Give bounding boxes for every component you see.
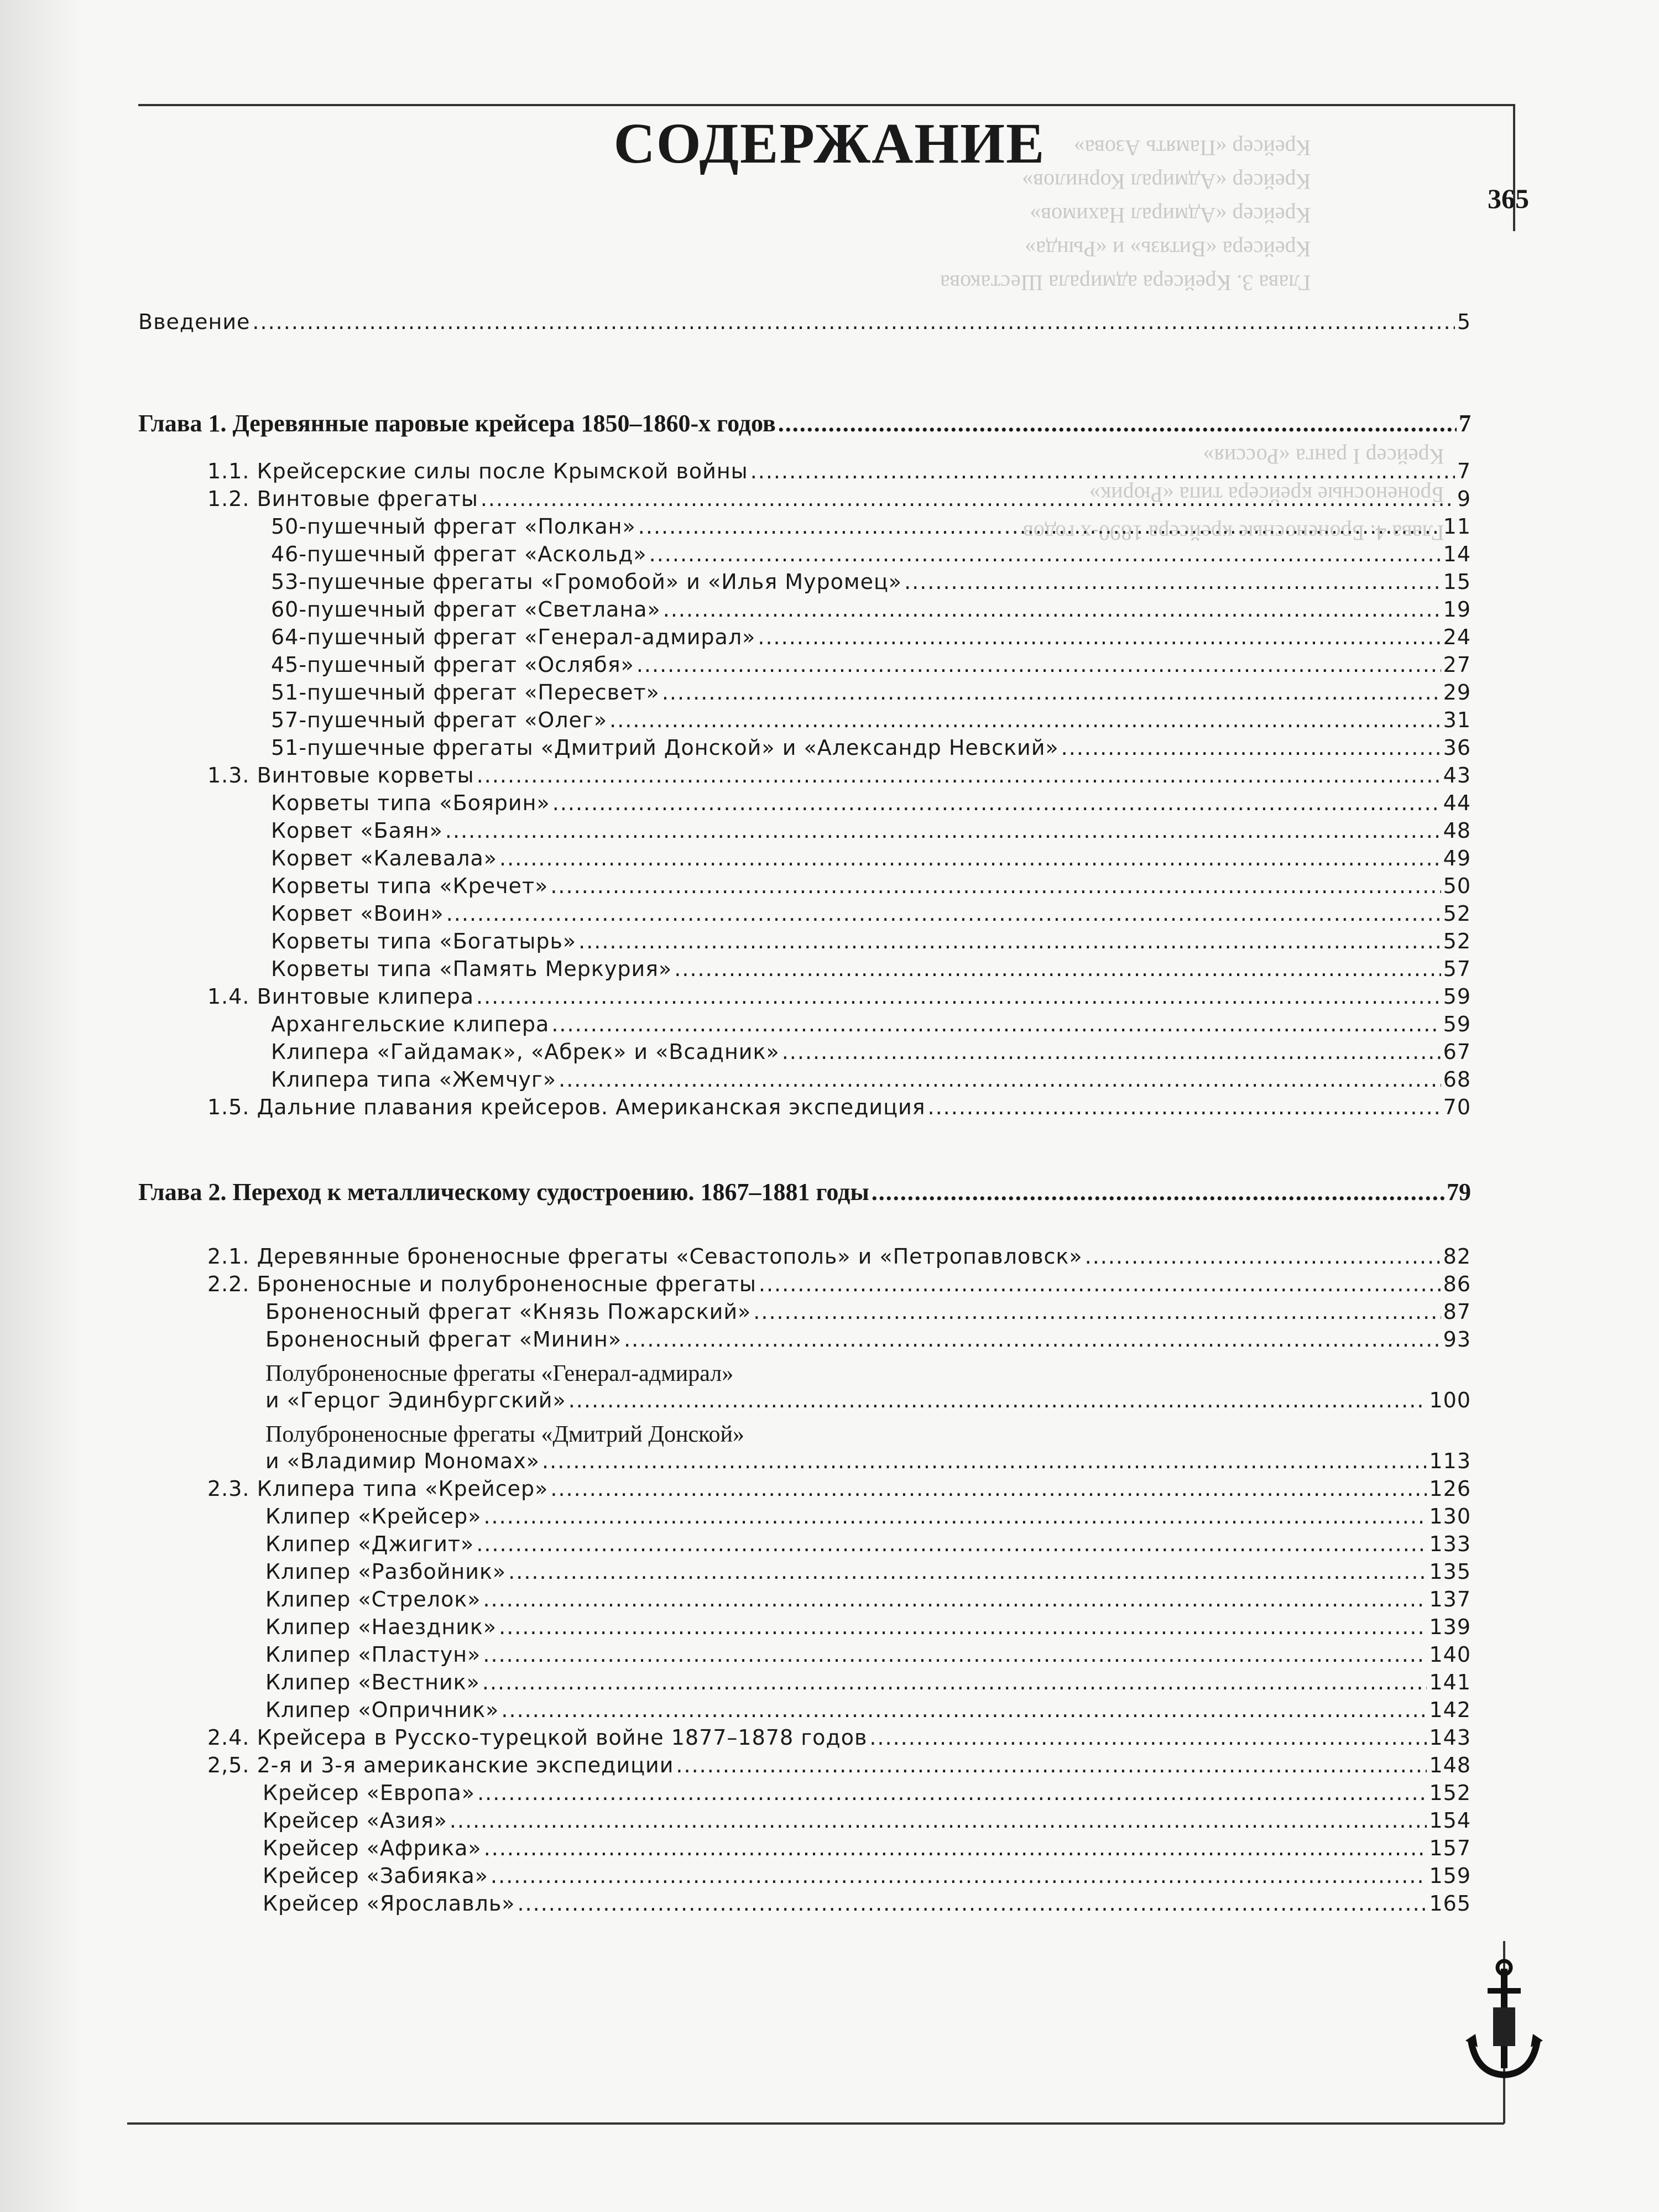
toc-entry-title: Корвет «Баян» xyxy=(271,818,443,843)
bleed-line: Глава 3. Крейсера адмирала Шестакова xyxy=(940,270,1311,295)
toc-entry-title: 51-пушечные фрегаты «Дмитрий Донской» и «Александр Невский» xyxy=(271,735,1059,760)
toc-entry-page: 130 xyxy=(1429,1504,1471,1528)
toc-entry xyxy=(265,1300,1471,1324)
toc-leader-dots xyxy=(550,1477,1427,1501)
toc-entry-page: 68 xyxy=(1443,1067,1471,1092)
toc-entry xyxy=(265,1504,1471,1528)
toc-entry xyxy=(207,1725,1471,1750)
bleed-line: Крейсера «Витязь» и «Рында» xyxy=(1025,237,1311,262)
page-number: 365 xyxy=(1488,183,1529,214)
toc-entry-title: 1.4. Винтовые клипера xyxy=(207,984,474,1009)
toc-entry-page: 14 xyxy=(1443,542,1471,566)
toc-entry-title: 2,5. 2-я и 3-я американские экспедиции xyxy=(207,1753,674,1777)
toc-entry-title: Полуброненосные фрегаты «Генерал-адмирал» xyxy=(265,1361,734,1386)
toc-entry xyxy=(271,514,1471,539)
toc-entry-title: Броненосный фрегат «Минин» xyxy=(265,1327,622,1352)
toc-leader-dots xyxy=(753,1300,1441,1324)
toc-entry xyxy=(207,984,1471,1009)
toc-entry-title: Глава 2. Переход к металлическому судостроению. 1867–1881 годы xyxy=(138,1178,869,1206)
toc-entry-page: 59 xyxy=(1443,1012,1471,1036)
toc-entry-title: Корвет «Воин» xyxy=(271,901,444,926)
toc-entry-title: 57-пушечный фрегат «Олег» xyxy=(271,708,608,732)
toc-leader-dots xyxy=(476,1532,1427,1556)
toc-leader-dots xyxy=(477,763,1441,787)
toc-leader-dots xyxy=(450,1808,1427,1833)
toc-entry-title: Корветы типа «Память Меркурия» xyxy=(271,957,672,981)
toc-entry xyxy=(207,1753,1471,1777)
toc-entry xyxy=(263,1891,1471,1916)
page-gutter-shadow xyxy=(0,0,83,2212)
toc-leader-dots xyxy=(508,1559,1427,1584)
toc-entry xyxy=(265,1642,1471,1667)
toc-entry-title: Клипер «Джигит» xyxy=(265,1532,474,1556)
toc-entry xyxy=(265,1532,1471,1556)
toc-leader-dots xyxy=(483,1504,1427,1528)
toc-leader-dots xyxy=(750,459,1455,483)
toc-leader-dots xyxy=(446,901,1441,926)
toc-entry-title: Клипер «Наездник» xyxy=(265,1615,497,1639)
toc-entry-page: 11 xyxy=(1443,514,1471,539)
toc-entry xyxy=(138,310,1471,334)
toc-leader-dots xyxy=(676,1753,1427,1777)
toc-leader-dots xyxy=(578,929,1441,953)
toc-leader-dots xyxy=(559,1067,1441,1092)
toc-entry-page: 5 xyxy=(1457,310,1471,334)
toc-leader-dots xyxy=(482,1670,1427,1694)
toc-leader-dots xyxy=(778,409,1457,437)
toc-entry-title: 53-пушечные фрегаты «Громобой» и «Илья Муромец» xyxy=(271,570,902,594)
toc-leader-dots xyxy=(663,597,1441,622)
toc-entry-title: 51-пушечный фрегат «Пересвет» xyxy=(271,680,660,705)
toc-entry-page: 126 xyxy=(1429,1477,1471,1501)
toc-entry-title: 64-пушечный фрегат «Генерал-адмирал» xyxy=(271,625,756,649)
toc-entry-title: Крейсер «Азия» xyxy=(263,1808,447,1833)
toc-entry xyxy=(207,1244,1471,1269)
toc-entry xyxy=(271,957,1471,981)
toc-entry-page: 44 xyxy=(1443,791,1471,815)
toc-entry-title: Клипера типа «Жемчуг» xyxy=(271,1067,557,1092)
toc-leader-dots xyxy=(1085,1244,1441,1269)
toc-entry-page: 148 xyxy=(1429,1753,1471,1777)
toc-entry-page: 93 xyxy=(1443,1327,1471,1352)
toc-leader-dots xyxy=(649,542,1441,566)
toc-leader-dots xyxy=(252,310,1454,334)
toc-entry xyxy=(271,1067,1471,1092)
toc-leader-dots xyxy=(758,625,1441,649)
toc-leader-dots xyxy=(904,570,1441,594)
toc-entry xyxy=(271,846,1471,870)
toc-entry-page: 79 xyxy=(1447,1178,1471,1206)
toc-entry-page: 165 xyxy=(1429,1891,1471,1916)
toc-entry xyxy=(271,929,1471,953)
toc-entry xyxy=(207,1477,1471,1501)
toc-entry-page: 59 xyxy=(1443,984,1471,1009)
toc-entry-title: Клипер «Крейсер» xyxy=(265,1504,482,1528)
toc-leader-dots xyxy=(517,1891,1427,1916)
bleed-line: Крейсер I ранга «Россия» xyxy=(1203,444,1444,469)
toc-entry-title: Корвет «Калевала» xyxy=(271,846,498,870)
toc-entry xyxy=(271,791,1471,815)
toc-entry xyxy=(271,874,1471,898)
toc-leader-dots xyxy=(1061,735,1441,760)
toc-chapter-entry xyxy=(138,409,1471,437)
toc-entry-title: 2.3. Клипера типа «Крейсер» xyxy=(207,1477,549,1501)
toc-entry-title: и «Владимир Мономах» xyxy=(265,1449,540,1473)
toc-entry-page: 86 xyxy=(1443,1272,1471,1296)
toc-entry-page: 70 xyxy=(1443,1095,1471,1119)
toc-entry-title: 2.4. Крейсера в Русско-турецкой войне 1877–1878 годов xyxy=(207,1725,868,1750)
toc-entry-title: Клипер «Вестник» xyxy=(265,1670,480,1694)
toc-entry-page: 152 xyxy=(1429,1781,1471,1805)
toc-entry-page: 9 xyxy=(1457,487,1471,511)
toc-entry xyxy=(271,818,1471,843)
toc-entry-page: 19 xyxy=(1443,597,1471,622)
toc-entry-page: 159 xyxy=(1429,1864,1471,1888)
page-title: СОДЕРЖАНИЕ xyxy=(613,112,1046,175)
toc-entry xyxy=(265,1327,1471,1352)
toc-entry xyxy=(265,1449,1471,1473)
toc-entry-page: 7 xyxy=(1459,410,1471,437)
toc-leader-dots xyxy=(759,1272,1441,1296)
toc-entry xyxy=(265,1670,1471,1694)
toc-entry-page: 82 xyxy=(1443,1244,1471,1269)
toc-entry xyxy=(263,1808,1471,1833)
toc-leader-dots xyxy=(674,957,1441,981)
toc-entry xyxy=(265,1559,1471,1584)
toc-entry-page: 48 xyxy=(1443,818,1471,843)
toc-entry xyxy=(265,1360,1471,1387)
toc-leader-dots xyxy=(484,1836,1427,1860)
toc-entry xyxy=(271,653,1471,677)
toc-entry xyxy=(271,708,1471,732)
toc-entry-page: 57 xyxy=(1443,957,1471,981)
toc-entry-page: 135 xyxy=(1429,1559,1471,1584)
toc-entry-title: 2.2. Броненосные и полуброненосные фрегаты xyxy=(207,1272,757,1296)
bleed-line: Крейсер «Память Азова» xyxy=(1073,135,1311,160)
toc-entry xyxy=(271,680,1471,705)
toc-leader-dots xyxy=(782,1040,1441,1064)
toc-leader-dots xyxy=(445,818,1441,843)
toc-entry-page: 43 xyxy=(1443,763,1471,787)
toc-entry xyxy=(207,763,1471,787)
toc-entry-title: Архангельские клипера xyxy=(271,1012,550,1036)
toc-entry xyxy=(265,1698,1471,1722)
bleed-line: Глава 4. Броненосные крейсера 1890-х годов xyxy=(1023,520,1444,545)
toc-entry-page: 100 xyxy=(1429,1388,1471,1412)
toc-leader-dots xyxy=(483,1587,1427,1611)
top-rule xyxy=(138,104,1514,106)
toc-entry-page: 24 xyxy=(1443,625,1471,649)
toc-entry-page: 157 xyxy=(1429,1836,1471,1860)
toc-entry-title: Корветы типа «Кречет» xyxy=(271,874,549,898)
toc-entry xyxy=(207,487,1471,511)
toc-leader-dots xyxy=(552,791,1441,815)
toc-entry xyxy=(265,1615,1471,1639)
toc-leader-dots xyxy=(550,874,1441,898)
toc-leader-dots xyxy=(662,680,1441,705)
toc-leader-dots xyxy=(869,1725,1427,1750)
toc-entry-title: Глава 1. Деревянные паровые крейсера 1850–1860-х годов xyxy=(138,410,776,437)
toc-entry-title: Броненосный фрегат «Князь Пожарский» xyxy=(265,1300,752,1324)
toc-entry xyxy=(271,1012,1471,1036)
toc-entry-page: 141 xyxy=(1429,1670,1471,1694)
toc-entry-title: Крейсер «Европа» xyxy=(263,1781,476,1805)
toc-entry xyxy=(207,1095,1471,1119)
toc-leader-dots xyxy=(542,1449,1427,1473)
toc-leader-dots xyxy=(872,1178,1444,1206)
toc-entry-page: 7 xyxy=(1457,459,1471,483)
toc-entry xyxy=(271,625,1471,649)
toc-entry-title: 60-пушечный фрегат «Светлана» xyxy=(271,597,661,622)
toc-entry-title: 45-пушечный фрегат «Ослябя» xyxy=(271,653,634,677)
toc-entry-page: 50 xyxy=(1443,874,1471,898)
toc-chapter-entry xyxy=(138,1178,1471,1206)
toc-entry-page: 140 xyxy=(1429,1642,1471,1667)
toc-entry-page: 143 xyxy=(1429,1725,1471,1750)
toc-entry-title: 1.3. Винтовые корветы xyxy=(207,763,474,787)
anchor-icon xyxy=(1460,1958,1548,2090)
toc-entry xyxy=(271,735,1471,760)
toc-entry-title: и «Герцог Эдинбургский» xyxy=(265,1388,566,1412)
toc-entry-page: 87 xyxy=(1443,1300,1471,1324)
toc-entry-page: 113 xyxy=(1429,1449,1471,1473)
toc-entry xyxy=(271,597,1471,622)
toc-entry xyxy=(271,901,1471,926)
toc-leader-dots xyxy=(551,1012,1441,1036)
toc-entry-title: Корветы типа «Богатырь» xyxy=(271,929,577,953)
toc-entry xyxy=(265,1388,1471,1412)
toc-entry-page: 29 xyxy=(1443,680,1471,705)
toc-entry-title: Клипер «Пластун» xyxy=(265,1642,481,1667)
toc-entry xyxy=(263,1836,1471,1860)
bleed-line: Крейсер «Адмирал Корнилов» xyxy=(1022,169,1311,194)
bleed-line: Броненосные крейсера типа «Рюрик» xyxy=(1089,482,1444,507)
toc-entry xyxy=(263,1864,1471,1888)
toc-entry-page: 52 xyxy=(1443,929,1471,953)
toc-entry xyxy=(263,1781,1471,1805)
toc-leader-dots xyxy=(624,1327,1441,1352)
toc-leader-dots xyxy=(477,1781,1427,1805)
bottom-rule xyxy=(127,2122,1504,2125)
toc-entry-page: 52 xyxy=(1443,901,1471,926)
toc-entry-page: 67 xyxy=(1443,1040,1471,1064)
toc-entry-title: Введение xyxy=(138,310,251,334)
toc-entry-page: 27 xyxy=(1443,653,1471,677)
toc-leader-dots xyxy=(481,487,1455,511)
toc-entry-title: Клипер «Разбойник» xyxy=(265,1559,507,1584)
toc-entry-title: Клипера «Гайдамак», «Абрек» и «Всадник» xyxy=(271,1040,780,1064)
toc-entry xyxy=(265,1421,1471,1448)
toc-entry-page: 137 xyxy=(1429,1587,1471,1611)
toc-leader-dots xyxy=(501,1698,1427,1722)
toc-entry-title: Крейсер «Африка» xyxy=(263,1836,482,1860)
toc-entry-title: 1.5. Дальние плавания крейсеров. Американская экспедиция xyxy=(207,1095,926,1119)
toc-entry-page: 139 xyxy=(1429,1615,1471,1639)
toc-leader-dots xyxy=(638,514,1441,539)
toc-leader-dots xyxy=(928,1095,1441,1119)
toc-entry-title: 50-пушечный фрегат «Полкан» xyxy=(271,514,636,539)
toc-entry-title: Полуброненосные фрегаты «Дмитрий Донской» xyxy=(265,1422,744,1447)
toc-entry xyxy=(265,1587,1471,1611)
toc-leader-dots xyxy=(499,1615,1427,1639)
toc-entry-title: 1.1. Крейсерские силы после Крымской войны xyxy=(207,459,748,483)
toc-entry xyxy=(207,1272,1471,1296)
toc-entry-title: 46-пушечный фрегат «Аскольд» xyxy=(271,542,647,566)
toc-entry-page: 142 xyxy=(1429,1698,1471,1722)
toc-entry-page: 133 xyxy=(1429,1532,1471,1556)
toc-entry-page: 49 xyxy=(1443,846,1471,870)
toc-entry xyxy=(271,570,1471,594)
toc-entry xyxy=(271,542,1471,566)
toc-entry-title: 2.1. Деревянные броненосные фрегаты «Севастополь» и «Петропавловск» xyxy=(207,1244,1083,1269)
toc-entry-page: 154 xyxy=(1429,1808,1471,1833)
toc-leader-dots xyxy=(483,1642,1427,1667)
toc-leader-dots xyxy=(491,1864,1427,1888)
toc-entry-title: Корветы типа «Боярин» xyxy=(271,791,550,815)
toc-entry-title: Клипер «Опричник» xyxy=(265,1698,499,1722)
toc-entry xyxy=(207,459,1471,483)
toc-leader-dots xyxy=(637,653,1441,677)
toc-entry-page: 31 xyxy=(1443,708,1471,732)
toc-leader-dots xyxy=(499,846,1441,870)
toc-entry-title: Крейсер «Ярославль» xyxy=(263,1891,515,1916)
toc-entry-title: Крейсер «Забияка» xyxy=(263,1864,489,1888)
bleed-line: Крейсер «Адмирал Нахимов» xyxy=(1030,203,1311,228)
toc-entry-page: 36 xyxy=(1443,735,1471,760)
toc-entry-page: 15 xyxy=(1443,570,1471,594)
toc-leader-dots xyxy=(476,984,1441,1009)
toc-entry-title: 1.2. Винтовые фрегаты xyxy=(207,487,478,511)
toc-entry-title: Клипер «Стрелок» xyxy=(265,1587,481,1611)
toc-leader-dots xyxy=(609,708,1441,732)
toc-leader-dots xyxy=(568,1388,1427,1412)
toc-entry xyxy=(271,1040,1471,1064)
